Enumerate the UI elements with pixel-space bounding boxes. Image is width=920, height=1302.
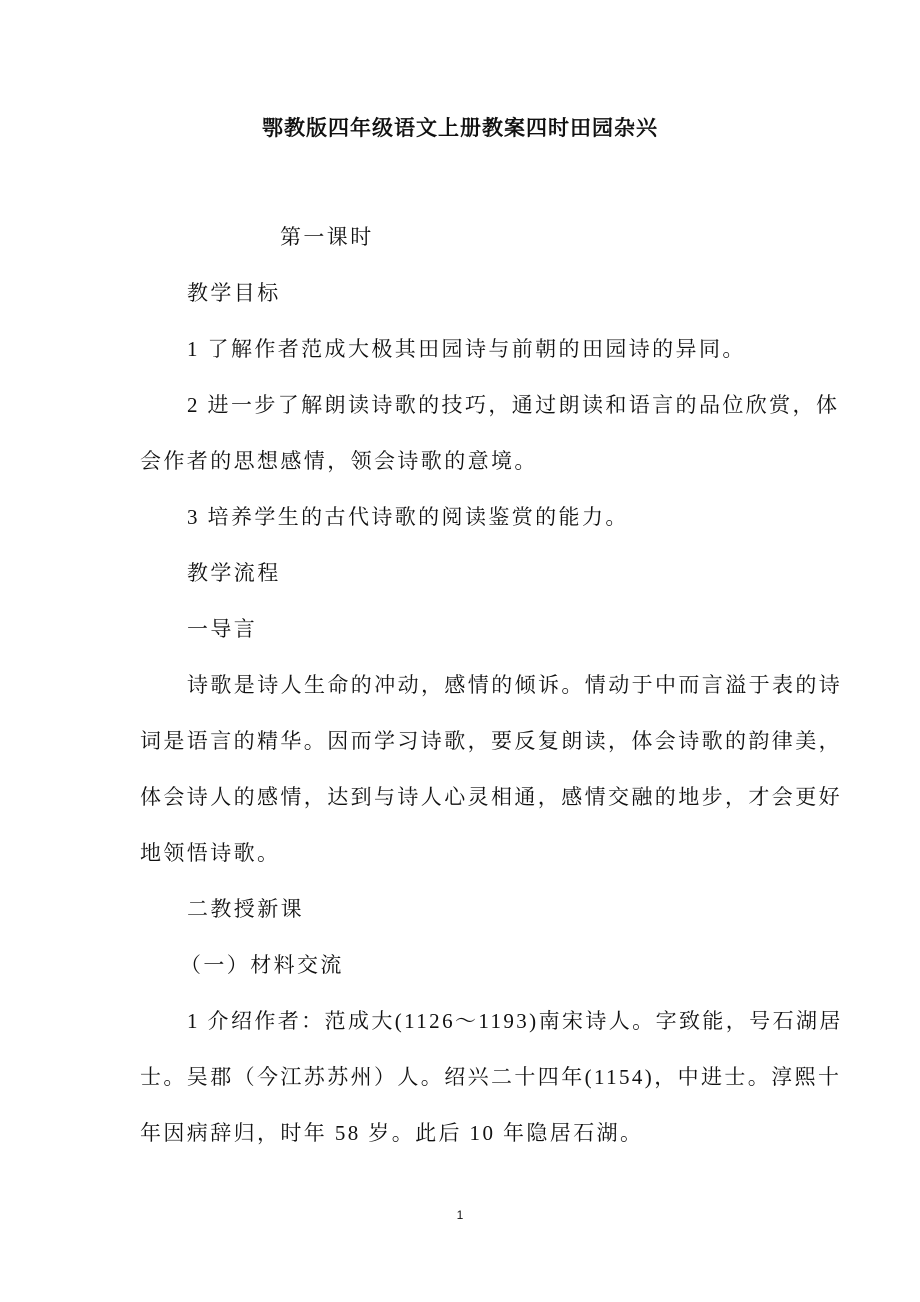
intro-line: 诗歌是诗人生命的冲动，感情的倾诉。情动于中而言溢于表的诗 — [187, 673, 843, 697]
author-line: 年因病辞归，时年 58 岁。此后 10 年隐居石湖。 — [140, 1121, 644, 1145]
intro-heading: 一导言 — [187, 617, 258, 641]
flow-heading: 教学流程 — [187, 561, 281, 585]
author-line: 1 介绍作者：范成大(1126～1193)南宋诗人。字致能，号石湖居 — [187, 1009, 843, 1033]
goal-line: 会作者的思想感情，领会诗歌的意境。 — [140, 449, 538, 473]
goal-line: 3 培养学生的古代诗歌的阅读鉴赏的能力。 — [187, 505, 629, 529]
goals-heading: 教学目标 — [187, 281, 281, 305]
page-number: 1 — [456, 1208, 464, 1222]
goal-line: 1 了解作者范成大极其田园诗与前朝的田园诗的异同。 — [187, 337, 746, 361]
intro-line: 词是语言的精华。因而学习诗歌，要反复朗读，体会诗歌的韵律美， — [140, 729, 842, 753]
author-line: 士。吴郡（今江苏苏州）人。绍兴二十四年(1154)，中进士。淳熙十 — [140, 1065, 842, 1089]
lesson-label: 第一课时 — [280, 225, 374, 249]
intro-line: 体会诗人的感情，达到与诗人心灵相通，感情交融的地步，才会更好 — [140, 785, 842, 809]
sub-heading: （一）材料交流 — [180, 953, 344, 977]
new-lesson-heading: 二教授新课 — [187, 897, 304, 921]
document-title: 鄂教版四年级语文上册教案四时田园杂兴 — [262, 116, 658, 140]
intro-line: 地领悟诗歌。 — [140, 841, 281, 865]
goal-line: 2 进一步了解朗读诗歌的技巧，通过朗读和语言的品位欣赏，体 — [187, 393, 840, 417]
